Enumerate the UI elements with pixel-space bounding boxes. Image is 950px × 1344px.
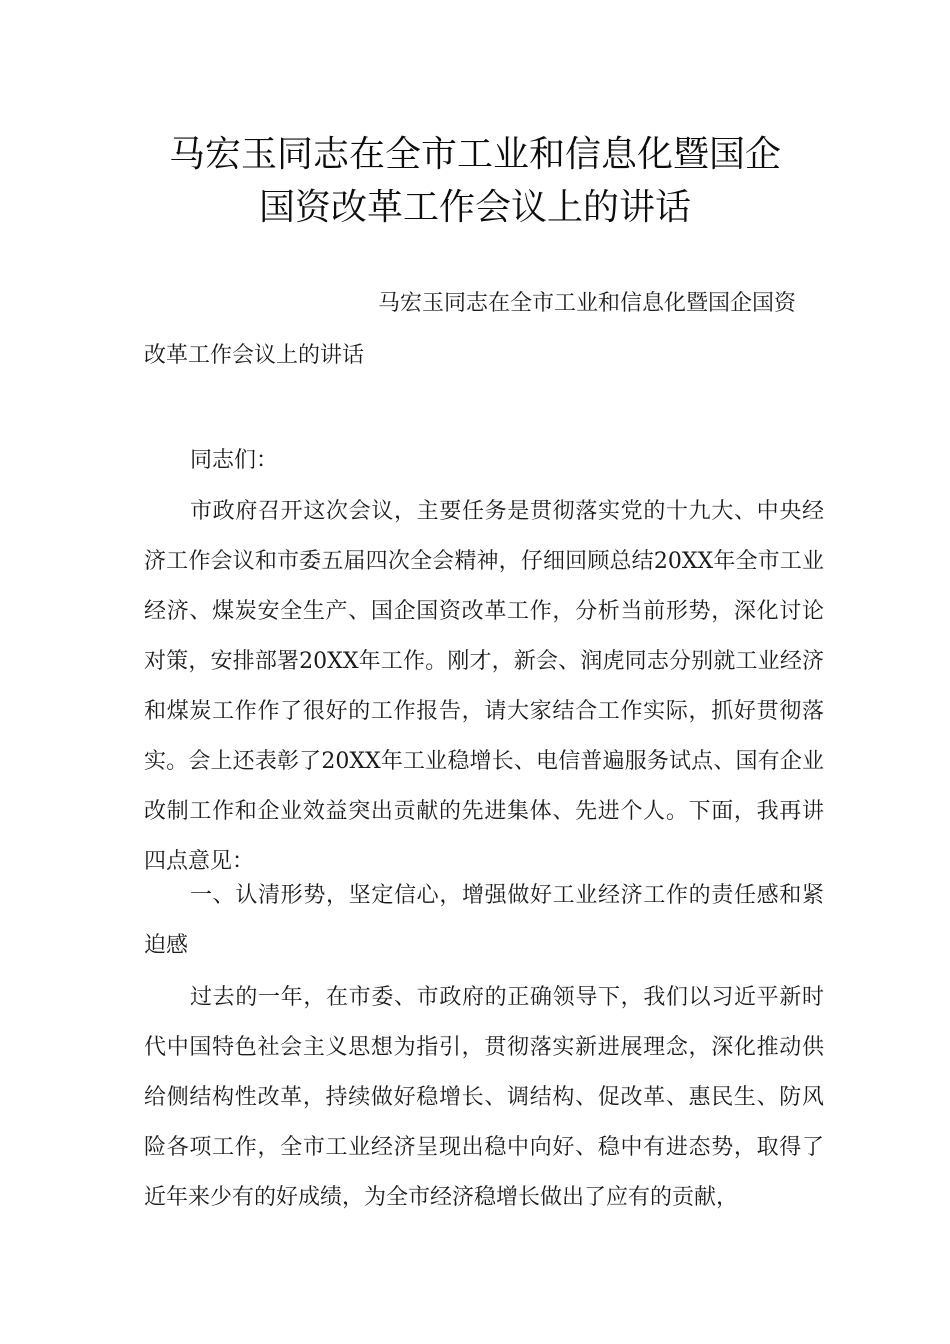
paragraph-intro: 市政府召开这次会议，主要任务是贯彻落实党的十九大、中央经济工作会议和市委五届四次全会精神，仔细回顾总结20XX年全市工业经济、煤炭安全生产、国企国资改革工作，分析当前形势，深化讨论对策，安排部署20XX年工作。刚才，新会、润虎同志分别就工业经济和煤炭工作作了很好的工作报告，请大家结合工作实际，抓好贯彻落实。会上还表彰了20XX年工业稳增长、电信普遍服务试点、国有企业改制工作和企业效益突出贡献的先进集体、先进个人。下面，我再讲四点意见： <box>144 499 824 874</box>
document-title-line-1: 马宏玉同志在全市工业和信息化暨国企 <box>168 134 781 175</box>
section-heading-1: 一、认清形势，坚定信心，增强做好工业经济工作的责任感和紧迫感 <box>144 883 824 958</box>
subtitle-line-1: 马宏玉同志在全市工业和信息化暨国企国资 <box>378 291 797 316</box>
paragraph-review: 过去的一年，在市委、市政府的正确领导下，我们以习近平新时代中国特色社会主义思想为指引，贯彻落实新进展理念，深化推动供给侧结构性改革，持续做好稳增长、调结构、促改革、惠民生、防风险各项工作，全市工业经济呈现出稳中向好、稳中有进态势，取得了近年来少有的好成绩，为全市经济稳增长做出了应有的贡献， <box>144 985 824 1210</box>
document-title-line-2: 国资改革工作会议上的讲话 <box>258 187 691 228</box>
subtitle-line-2: 改革工作会议上的讲话 <box>144 343 365 368</box>
salutation: 同志们： <box>190 448 279 473</box>
